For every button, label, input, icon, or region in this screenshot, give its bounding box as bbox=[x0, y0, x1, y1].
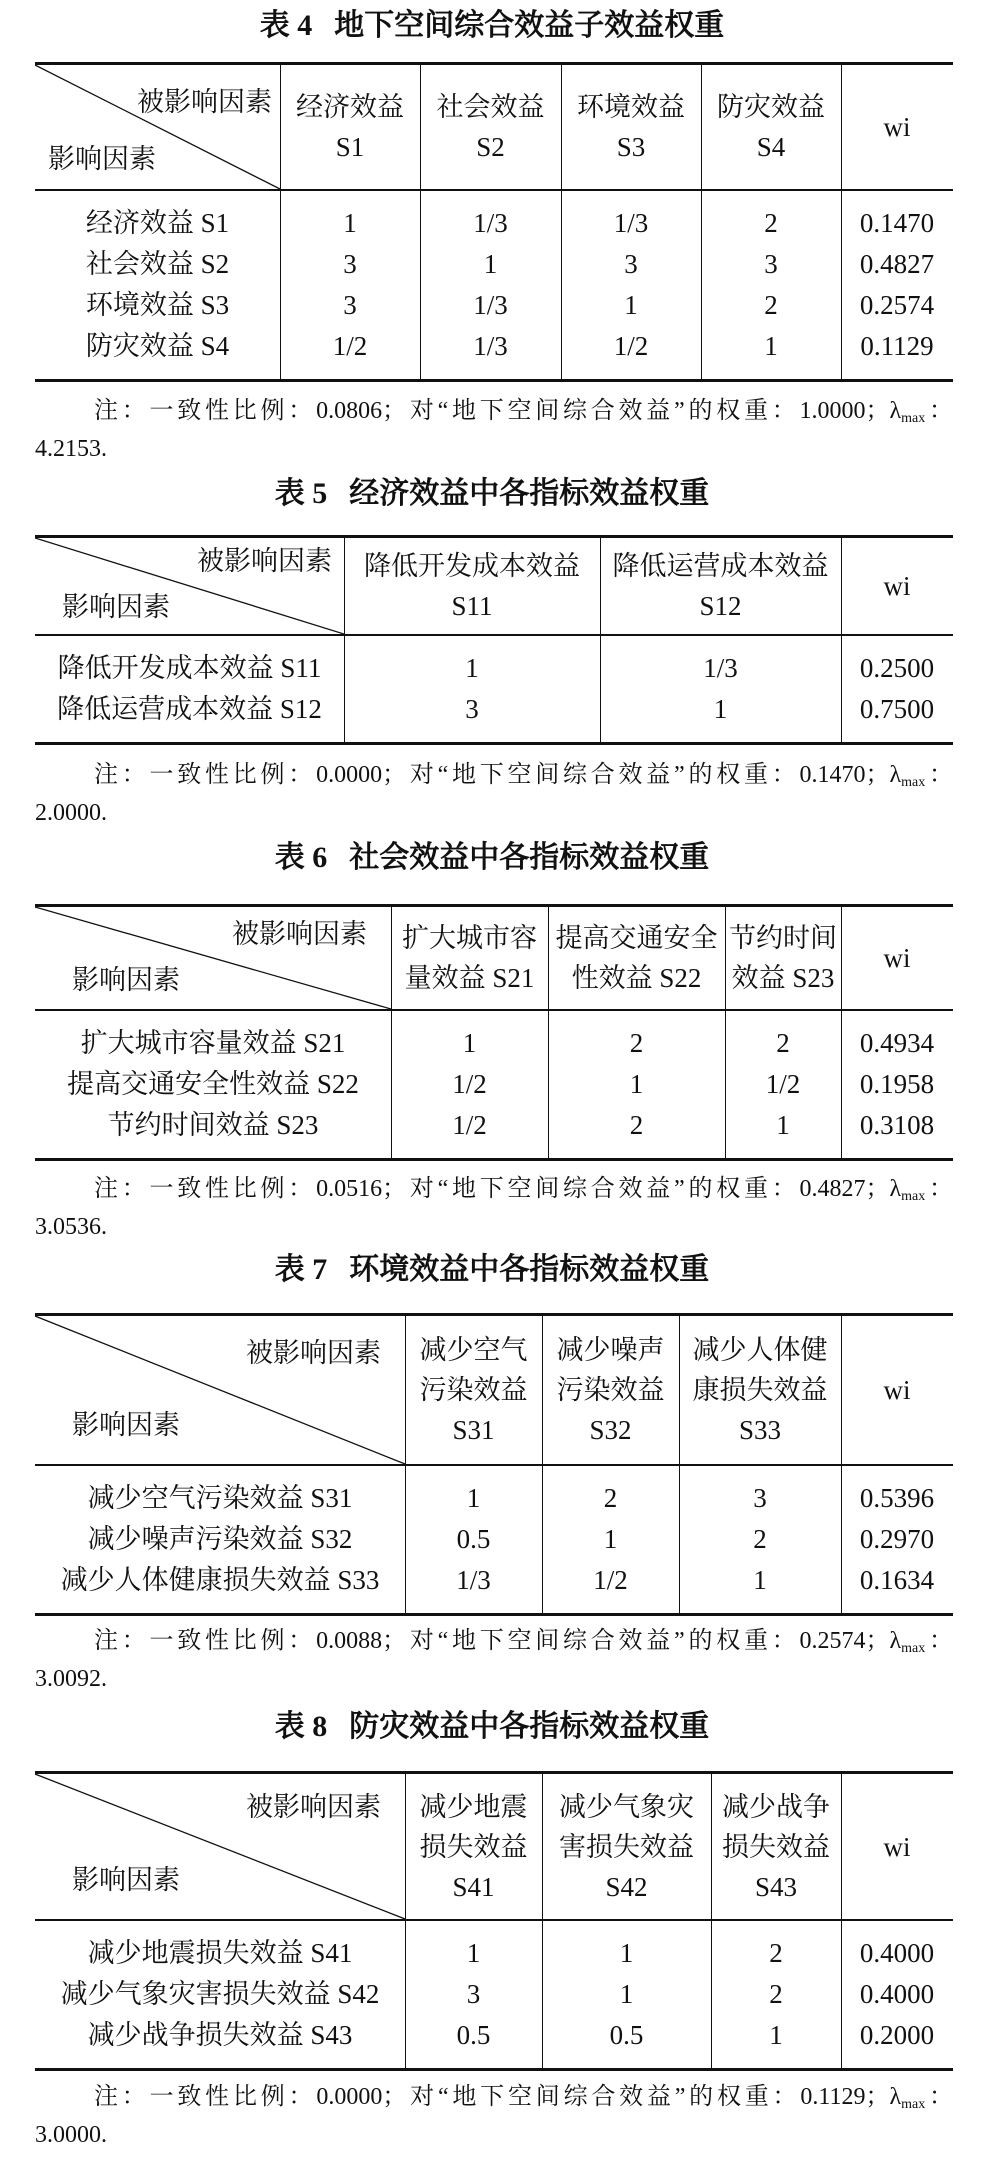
table-cell: 1/2 bbox=[593, 1565, 628, 1595]
table-cell: 2 bbox=[769, 1979, 783, 2009]
weight-cell: 0.4827 bbox=[859, 249, 935, 279]
column-header bbox=[280, 65, 420, 189]
weight-header bbox=[841, 538, 953, 634]
column-header-line: 减少地震 bbox=[419, 1791, 528, 1822]
column-header-line: 经济效益 bbox=[296, 92, 404, 122]
header-row bbox=[35, 1316, 953, 1466]
column-header-line: S1 bbox=[335, 132, 365, 162]
lambda-label: ；λ bbox=[865, 2084, 902, 2110]
column-header bbox=[679, 1316, 841, 1464]
column-divider bbox=[600, 538, 601, 742]
weight-cell: 0.1129 bbox=[860, 331, 934, 361]
column-divider bbox=[280, 65, 281, 379]
table-row bbox=[35, 1974, 953, 2015]
weight-value: 0.2574 bbox=[799, 1628, 866, 1654]
row-label: 减少空气污染效益 S31 bbox=[87, 1483, 353, 1513]
table-cell: 2 bbox=[764, 208, 778, 238]
column-header-line: 效益 S23 bbox=[731, 963, 835, 993]
table-cell: 1 bbox=[769, 2020, 783, 2050]
table-cell: 3 bbox=[343, 249, 357, 279]
column-header-line: 康损失效益 bbox=[692, 1375, 828, 1405]
column-header-line: 减少气象灾 bbox=[559, 1791, 694, 1822]
column-header bbox=[405, 1316, 542, 1464]
lambda-label: ；λ bbox=[865, 398, 902, 424]
corner-header bbox=[35, 538, 344, 634]
weight-label: ；对“地下空间综合效益”的权重： bbox=[382, 762, 800, 788]
table-cell: 1 bbox=[619, 1979, 634, 2009]
table-cell: 1 bbox=[343, 208, 357, 238]
weight-header-label: wi bbox=[883, 112, 911, 142]
column-header-line: 损失效益 bbox=[722, 1831, 830, 1862]
table-cell: 1 bbox=[619, 1938, 634, 1968]
corner-label-affected: 被影响因素 bbox=[197, 546, 332, 576]
table-title bbox=[0, 1250, 984, 1290]
column-header bbox=[420, 65, 561, 189]
lambda-max-value: 3.0092 bbox=[35, 1666, 101, 1692]
table-title bbox=[0, 474, 984, 514]
note-line bbox=[94, 1622, 953, 1660]
column-divider bbox=[841, 907, 842, 1158]
weight-header bbox=[841, 1774, 953, 1919]
column-header bbox=[711, 1774, 841, 1919]
column-header-line: 扩大城市容 bbox=[402, 923, 537, 953]
lambda-max-value: 4.2153 bbox=[35, 436, 101, 462]
table-cell: 2 bbox=[629, 1028, 644, 1058]
table-row bbox=[35, 244, 953, 285]
table-cell: 1 bbox=[462, 1028, 477, 1058]
row-label: 环境效益 S3 bbox=[85, 290, 230, 320]
row-label: 减少战争损失效益 S43 bbox=[87, 2020, 353, 2050]
table-title-text: 环境效益中各指标效益权重 bbox=[349, 1253, 710, 1286]
lambda-label: ；λ bbox=[865, 1176, 902, 1202]
lambda-colon: ： bbox=[925, 2084, 954, 2110]
row-label: 防灾效益 S4 bbox=[85, 331, 230, 361]
corner-label-factor: 影响因素 bbox=[62, 592, 170, 622]
row-label: 减少气象灾害损失效益 S42 bbox=[60, 1979, 380, 2009]
corner-header bbox=[35, 65, 280, 189]
column-divider bbox=[548, 907, 549, 1158]
weight-header-label: wi bbox=[883, 1831, 911, 1862]
lambda-label: ；λ bbox=[865, 1628, 902, 1654]
corner-label-affected: 被影响因素 bbox=[232, 919, 367, 949]
row-label: 社会效益 S2 bbox=[85, 249, 230, 279]
note-line bbox=[35, 2116, 953, 2154]
consistency-ratio-label: 一致性比例： bbox=[149, 398, 317, 424]
table-row bbox=[35, 689, 953, 730]
corner-label-factor: 影响因素 bbox=[72, 1410, 180, 1440]
table-cell: 1 bbox=[624, 290, 638, 320]
table-note bbox=[35, 1170, 953, 1246]
column-header-line: S31 bbox=[452, 1415, 495, 1445]
column-header-line: S41 bbox=[452, 1871, 495, 1902]
table-row bbox=[35, 326, 953, 367]
consistency-ratio-value: 0.0806 bbox=[316, 398, 383, 424]
weight-cell: 0.5396 bbox=[859, 1483, 935, 1513]
note-line bbox=[35, 794, 953, 832]
table-cell: 2 bbox=[603, 1483, 618, 1513]
table-cell: 1 bbox=[629, 1069, 644, 1099]
column-header-line: 防灾效益 bbox=[717, 92, 825, 122]
table-row bbox=[35, 1560, 953, 1601]
table-title-text: 地下空间综合效益子效益权重 bbox=[334, 9, 725, 42]
lambda-colon: ： bbox=[925, 1628, 954, 1654]
table-cell: 2 bbox=[629, 1110, 644, 1140]
row-label: 降低开发成本效益 S11 bbox=[57, 653, 322, 683]
weight-value: 0.1470 bbox=[799, 762, 866, 788]
lambda-subscript: max bbox=[901, 2097, 926, 2112]
weight-header-label: wi bbox=[883, 571, 911, 601]
column-divider bbox=[542, 1316, 543, 1613]
weight-header bbox=[841, 1316, 953, 1464]
table-cell: 1 bbox=[764, 331, 778, 361]
table-cell: 1 bbox=[713, 694, 728, 724]
weight-cell: 0.4934 bbox=[859, 1028, 935, 1058]
table-cell: 1/2 bbox=[765, 1069, 801, 1099]
weight-header-label: wi bbox=[883, 943, 911, 973]
table-cell: 1 bbox=[466, 1938, 481, 1968]
column-header-line: S2 bbox=[476, 132, 505, 162]
corner-label-affected: 被影响因素 bbox=[137, 87, 272, 117]
table-cell: 1/3 bbox=[456, 1565, 491, 1595]
table-cell: 0.5 bbox=[609, 2020, 644, 2050]
column-divider bbox=[841, 1774, 842, 2068]
note-end-mark: . bbox=[101, 1666, 107, 1692]
table-row bbox=[35, 1478, 953, 1519]
lambda-colon: ： bbox=[925, 762, 954, 788]
table-cell: 1/3 bbox=[613, 208, 649, 238]
weight-table bbox=[35, 904, 953, 1161]
table-cell: 1 bbox=[465, 653, 479, 683]
table-title-text: 经济效益中各指标效益权重 bbox=[349, 477, 710, 510]
table-number: 表 4 bbox=[259, 9, 313, 42]
table-row bbox=[35, 648, 953, 689]
row-label: 扩大城市容量效益 S21 bbox=[80, 1028, 346, 1058]
column-header-line: 害损失效益 bbox=[559, 1831, 694, 1862]
table-cell: 1 bbox=[603, 1524, 618, 1554]
column-header-line: S33 bbox=[738, 1415, 782, 1445]
table-cell: 1 bbox=[466, 1483, 481, 1513]
table-cell: 1/2 bbox=[452, 1110, 487, 1140]
corner-label-affected: 被影响因素 bbox=[246, 1338, 381, 1368]
table-cell: 1/2 bbox=[452, 1069, 487, 1099]
table-cell: 2 bbox=[769, 1938, 783, 1968]
note-line bbox=[94, 1170, 953, 1208]
note-line bbox=[35, 1660, 953, 1698]
header-row bbox=[35, 538, 953, 636]
table-row bbox=[35, 1519, 953, 1560]
table-row bbox=[35, 1105, 953, 1146]
table-cell: 3 bbox=[466, 1979, 481, 2009]
weight-header-label: wi bbox=[883, 1375, 911, 1405]
column-header bbox=[548, 907, 725, 1009]
weight-cell: 0.2574 bbox=[859, 290, 935, 320]
column-header-line: S42 bbox=[605, 1871, 648, 1902]
weight-value: 0.4827 bbox=[799, 1176, 866, 1202]
table-body bbox=[35, 1011, 953, 1158]
table-row bbox=[35, 203, 953, 244]
row-label: 经济效益 S1 bbox=[85, 208, 230, 238]
table-note bbox=[35, 392, 953, 468]
column-divider bbox=[405, 1774, 406, 2068]
table-title bbox=[0, 1707, 984, 1747]
weight-table bbox=[35, 1313, 953, 1616]
table-cell: 3 bbox=[764, 249, 778, 279]
note-prefix: 注： bbox=[94, 762, 150, 788]
lambda-label: ；λ bbox=[865, 762, 902, 788]
table-row bbox=[35, 1064, 953, 1105]
consistency-ratio-label: 一致性比例： bbox=[149, 1176, 317, 1202]
table-title-text: 社会效益中各指标效益权重 bbox=[349, 841, 710, 874]
table-row bbox=[35, 285, 953, 326]
corner-label-factor: 影响因素 bbox=[72, 1865, 180, 1895]
consistency-ratio-label: 一致性比例： bbox=[149, 2084, 317, 2110]
table-cell: 3 bbox=[343, 290, 357, 320]
note-prefix: 注： bbox=[94, 398, 150, 424]
column-header-line: 减少战争 bbox=[722, 1791, 830, 1822]
column-header-line: S11 bbox=[451, 591, 493, 621]
weight-value: 0.1129 bbox=[800, 2084, 866, 2110]
row-label: 节约时间效益 S23 bbox=[107, 1110, 319, 1140]
table-cell: 0.5 bbox=[456, 1524, 491, 1554]
table-cell: 3 bbox=[624, 249, 638, 279]
weight-table bbox=[35, 62, 953, 382]
weight-cell: 0.7500 bbox=[859, 694, 935, 724]
weight-label: ；对“地下空间综合效益”的权重： bbox=[382, 2084, 801, 2110]
weight-cell: 0.2000 bbox=[859, 2020, 935, 2050]
table-note bbox=[35, 2078, 953, 2154]
lambda-subscript: max bbox=[901, 1641, 926, 1656]
column-header bbox=[725, 907, 841, 1009]
column-divider bbox=[344, 538, 345, 742]
note-line bbox=[35, 430, 953, 468]
column-header-line: S4 bbox=[756, 132, 786, 162]
table-row bbox=[35, 1933, 953, 1974]
table-note bbox=[35, 1622, 953, 1698]
weight-header bbox=[841, 65, 953, 189]
row-label: 减少地震损失效益 S41 bbox=[87, 1938, 353, 1968]
corner-header bbox=[35, 907, 391, 1009]
note-line bbox=[94, 2078, 953, 2116]
weight-cell: 0.4000 bbox=[859, 1979, 935, 2009]
note-end-mark: . bbox=[101, 2122, 107, 2148]
weight-table bbox=[35, 535, 953, 745]
table-cell: 1/3 bbox=[473, 208, 508, 238]
note-prefix: 注： bbox=[94, 2084, 150, 2110]
table-body bbox=[35, 1921, 953, 2068]
table-number: 表 7 bbox=[274, 1253, 328, 1286]
lambda-max-value: 2.0000 bbox=[35, 800, 101, 826]
column-header-line: 污染效益 bbox=[556, 1375, 665, 1405]
column-header bbox=[701, 65, 841, 189]
column-header-line: 社会效益 bbox=[436, 92, 545, 122]
table-body bbox=[35, 191, 953, 379]
column-divider bbox=[711, 1774, 712, 2068]
corner-header bbox=[35, 1316, 405, 1464]
table-body bbox=[35, 1466, 953, 1613]
consistency-ratio-value: 0.0088 bbox=[316, 1628, 383, 1654]
column-header-line: 提高交通安全 bbox=[555, 923, 718, 953]
row-label: 减少噪声污染效益 S32 bbox=[87, 1524, 353, 1554]
column-divider bbox=[725, 907, 726, 1158]
column-divider bbox=[841, 65, 842, 379]
column-header-line: 降低开发成本效益 bbox=[364, 551, 580, 581]
column-header-line: 减少噪声 bbox=[556, 1335, 665, 1365]
table-cell: 3 bbox=[465, 694, 479, 724]
weight-header bbox=[841, 907, 953, 1009]
header-row bbox=[35, 1774, 953, 1921]
lambda-subscript: max bbox=[901, 411, 926, 426]
weight-table bbox=[35, 1771, 953, 2071]
header-row bbox=[35, 65, 953, 191]
consistency-ratio-value: 0.0000 bbox=[316, 762, 383, 788]
table-body bbox=[35, 636, 953, 742]
column-header bbox=[391, 907, 548, 1009]
table-title bbox=[0, 838, 984, 878]
column-header-line: 减少空气 bbox=[419, 1335, 528, 1365]
table-title-text: 防灾效益中各指标效益权重 bbox=[349, 1710, 710, 1743]
column-divider bbox=[679, 1316, 680, 1613]
table-number: 表 5 bbox=[274, 477, 328, 510]
row-label: 减少人体健康损失效益 S33 bbox=[60, 1565, 380, 1595]
row-label: 提高交通安全性效益 S22 bbox=[67, 1069, 359, 1099]
lambda-colon: ： bbox=[925, 398, 954, 424]
column-header bbox=[561, 65, 701, 189]
column-header-line: 污染效益 bbox=[419, 1375, 528, 1405]
header-row bbox=[35, 907, 953, 1011]
consistency-ratio-value: 0.0516 bbox=[316, 1176, 383, 1202]
table-cell: 2 bbox=[753, 1524, 767, 1554]
column-divider bbox=[701, 65, 702, 379]
lambda-subscript: max bbox=[901, 775, 926, 790]
consistency-ratio-label: 一致性比例： bbox=[149, 1628, 317, 1654]
weight-cell: 0.2970 bbox=[859, 1524, 935, 1554]
corner-label-affected: 被影响因素 bbox=[246, 1792, 381, 1822]
column-divider bbox=[420, 65, 421, 379]
table-cell: 2 bbox=[776, 1028, 790, 1058]
note-line bbox=[35, 1208, 953, 1246]
column-header-line: S12 bbox=[699, 591, 742, 621]
note-end-mark: . bbox=[101, 800, 107, 826]
column-header bbox=[405, 1774, 542, 1919]
column-header bbox=[542, 1316, 679, 1464]
column-header-line: 节约时间 bbox=[729, 923, 837, 953]
column-header-line: 损失效益 bbox=[419, 1831, 528, 1862]
column-header-line: 性效益 S22 bbox=[571, 963, 702, 993]
note-prefix: 注： bbox=[94, 1628, 150, 1654]
lambda-subscript: max bbox=[901, 1189, 926, 1204]
column-divider bbox=[391, 907, 392, 1158]
weight-cell: 0.1634 bbox=[859, 1565, 935, 1595]
table-cell: 1/3 bbox=[703, 653, 738, 683]
table-cell: 1/3 bbox=[473, 331, 508, 361]
table-note bbox=[35, 756, 953, 832]
table-row bbox=[35, 2015, 953, 2056]
table-title bbox=[0, 6, 984, 46]
lambda-max-value: 3.0536 bbox=[35, 1214, 101, 1240]
column-header-line: 降低运营成本效益 bbox=[612, 551, 829, 581]
corner-label-factor: 影响因素 bbox=[48, 144, 156, 174]
column-header-line: S3 bbox=[616, 132, 646, 162]
table-cell: 1 bbox=[776, 1110, 790, 1140]
column-divider bbox=[561, 65, 562, 379]
column-header-line: S32 bbox=[589, 1415, 632, 1445]
note-prefix: 注： bbox=[94, 1176, 150, 1202]
column-divider bbox=[405, 1316, 406, 1613]
table-cell: 1 bbox=[753, 1565, 767, 1595]
note-end-mark: . bbox=[101, 1214, 107, 1240]
column-header bbox=[542, 1774, 711, 1919]
table-cell: 1 bbox=[483, 249, 498, 279]
column-divider bbox=[542, 1774, 543, 2068]
column-header bbox=[600, 538, 841, 634]
table-cell: 1/2 bbox=[332, 331, 368, 361]
weight-cell: 0.4000 bbox=[859, 1938, 935, 1968]
table-number: 表 6 bbox=[274, 841, 328, 874]
table-row bbox=[35, 1023, 953, 1064]
column-divider bbox=[841, 1316, 842, 1613]
weight-label: ；对“地下空间综合效益”的权重： bbox=[382, 398, 800, 424]
column-header-line: 环境效益 bbox=[577, 92, 685, 122]
weight-cell: 0.1958 bbox=[859, 1069, 935, 1099]
weight-value: 1.0000 bbox=[799, 398, 866, 424]
note-line bbox=[94, 392, 953, 430]
row-label: 降低运营成本效益 S12 bbox=[57, 694, 322, 724]
table-number: 表 8 bbox=[274, 1710, 328, 1743]
note-line bbox=[94, 756, 953, 794]
table-cell: 1/3 bbox=[473, 290, 508, 320]
weight-label: ；对“地下空间综合效益”的权重： bbox=[382, 1176, 800, 1202]
lambda-max-value: 3.0000 bbox=[35, 2122, 101, 2148]
column-header-line: 量效益 S21 bbox=[404, 963, 535, 993]
table-cell: 0.5 bbox=[456, 2020, 491, 2050]
table-cell: 2 bbox=[764, 290, 778, 320]
weight-cell: 0.2500 bbox=[859, 653, 935, 683]
weight-label: ；对“地下空间综合效益”的权重： bbox=[382, 1628, 800, 1654]
column-header bbox=[344, 538, 600, 634]
weight-cell: 0.1470 bbox=[859, 208, 935, 238]
table-cell: 3 bbox=[753, 1483, 767, 1513]
weight-cell: 0.3108 bbox=[859, 1110, 935, 1140]
corner-header bbox=[35, 1774, 405, 1919]
corner-label-factor: 影响因素 bbox=[72, 965, 180, 995]
column-header-line: 减少人体健 bbox=[692, 1335, 828, 1365]
column-divider bbox=[841, 538, 842, 742]
note-end-mark: . bbox=[101, 436, 107, 462]
consistency-ratio-value: 0.0000 bbox=[316, 2084, 383, 2110]
lambda-colon: ： bbox=[925, 1176, 954, 1202]
column-header-line: S43 bbox=[754, 1871, 798, 1902]
table-cell: 1/2 bbox=[613, 331, 649, 361]
consistency-ratio-label: 一致性比例： bbox=[149, 762, 317, 788]
